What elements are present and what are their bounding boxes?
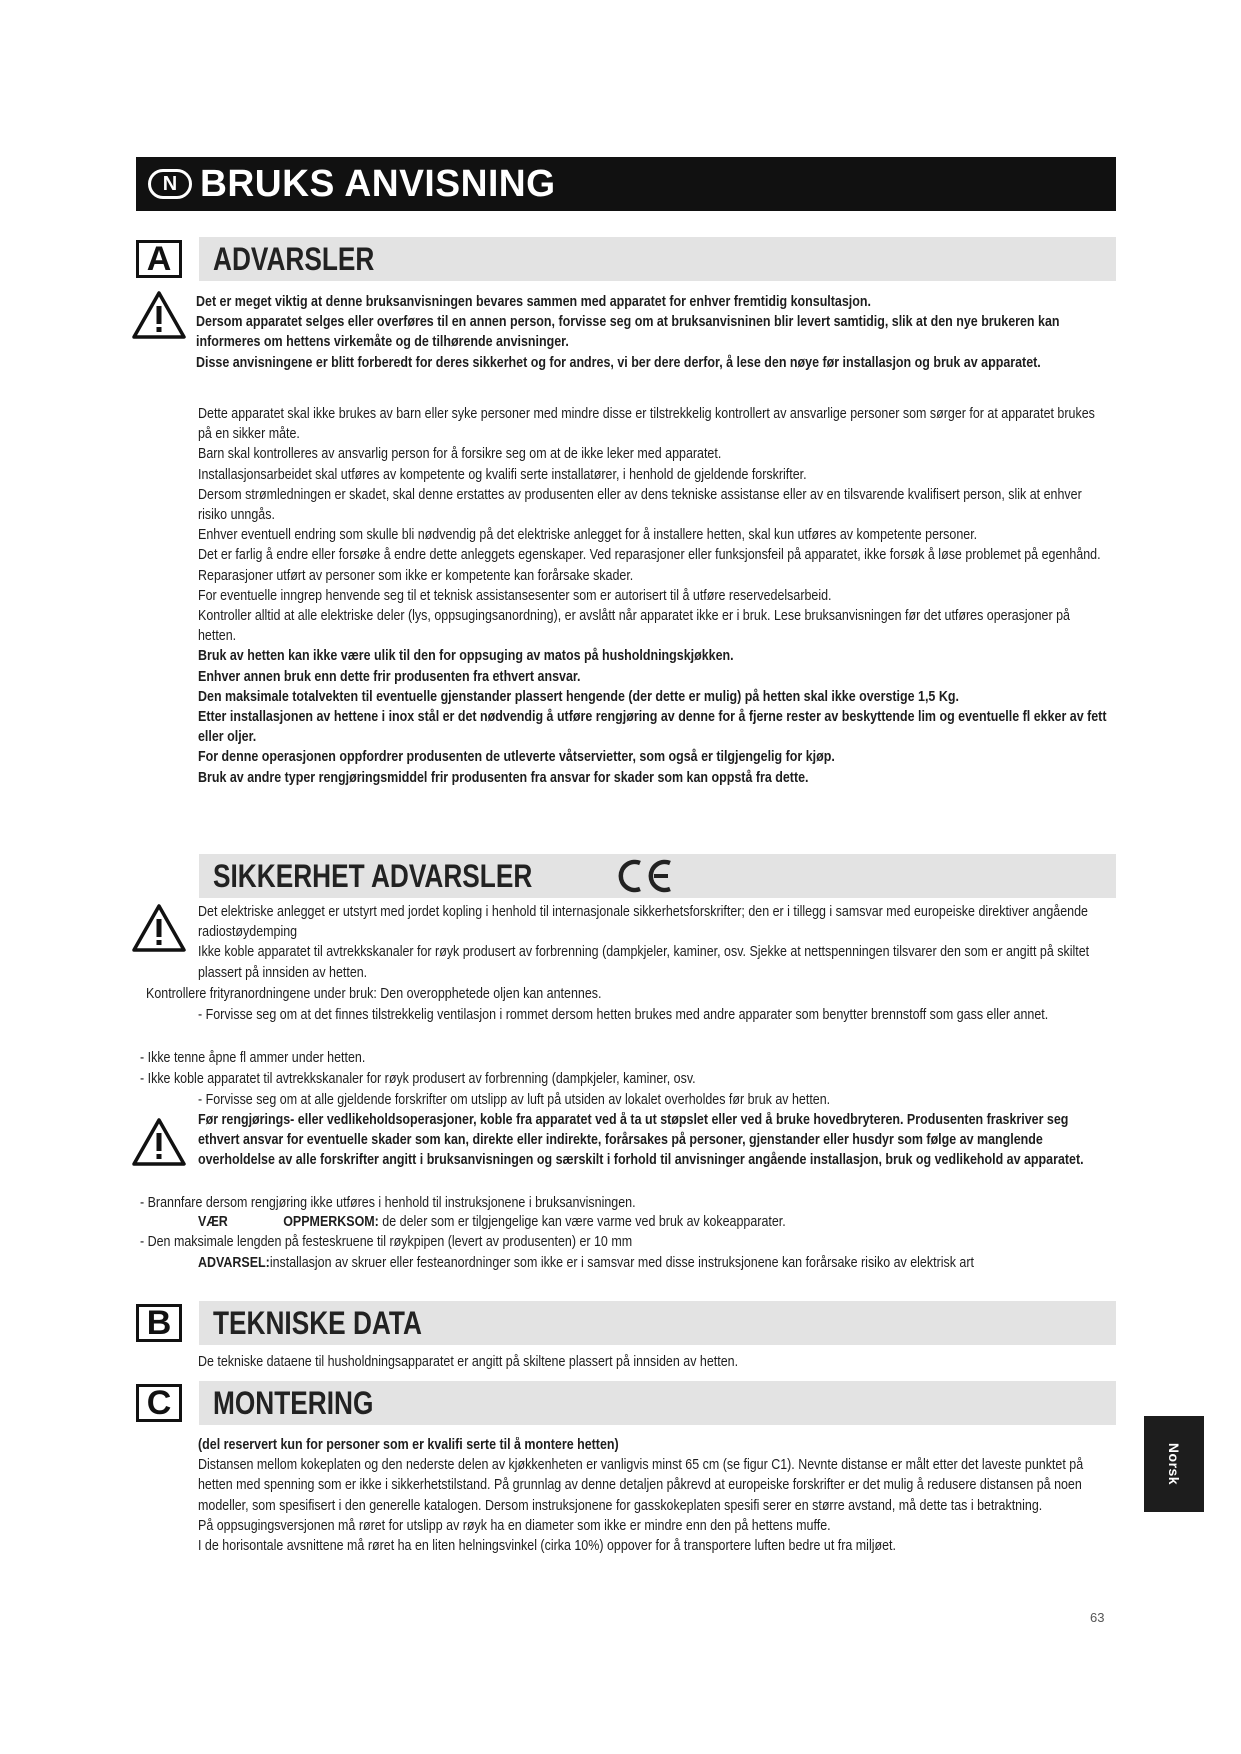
language-side-tab	[1144, 1416, 1204, 1512]
safety-line: - Ikke tenne åpne fl ammer under hetten.	[140, 1050, 366, 1066]
notice-label: VÆR OPPMERKSOM:	[198, 1214, 379, 1230]
bold-paragraph: Enhver annen bruk enn dette frir produsenten fra ethvert ansvar.	[198, 668, 581, 685]
body-paragraph: Det er farlig å endre eller forsøke å endre dette anleggets egenskaper. Ved reparasjoner eller funksjonsfeil på apparatet, ikke forsøk å løse problemet på egenhånd.	[198, 547, 1101, 564]
section-a-header	[199, 237, 1116, 281]
section-c-letter: C	[136, 1384, 182, 1422]
safety-line: Kontrollere frityranordningene under bruk: Den overopphetede oljen kan antennes.	[146, 986, 602, 1002]
section-a-letter: A	[136, 240, 182, 278]
safety-line: - Forvisse seg om at alle gjeldende forskrifter om utslipp av luft på utsiden av lokalet overholdes før bruk av hetten.	[198, 1092, 831, 1108]
intro-line-3: Disse anvisningene er blitt forberedt for deres sikkerhet og for andres, vi ber dere derfor, å lese den nøye før installasjon og bruk av apparatet.	[196, 354, 1041, 371]
safety-line: - Ikke koble apparatet til avtrekkskanaler for røyk produsert av forbrenning (dampkjeler, kaminer, osv.	[140, 1071, 696, 1087]
safety-line: - Forvisse seg om at det finnes tilstrekkelig ventilasjon i rommet dersom hetten brukes med andre apparater som benytter brennstoff som gass eller annet.	[198, 1007, 1049, 1023]
safety-line	[198, 1212, 1111, 1232]
section-c-title: MONTERING	[213, 1384, 374, 1421]
safety-section-title: SIKKERHET ADVARSLER	[213, 857, 533, 894]
montering-paragraph: På oppsugingsversjonen må røret for utslipp av røyk ha en diameter som ikke er mindre enn den på hettens muffe.	[198, 1517, 831, 1534]
bold-paragraph: Den maksimale totalvekten til eventuelle gjenstander plassert hengende (der dette er mulig) på hetten skal ikke overstige 1,5 Kg.	[198, 688, 959, 705]
body-paragraph: Reparasjoner utført av personer som ikke er kompetente kan forårsake skader.	[198, 567, 634, 584]
montering-text	[198, 1435, 1111, 1556]
montering-paragraph: Distansen mellom kokeplaten og den nederste delen av kjøkkenheten er vanligvis minst 65 cm (se figur C1). Nevnte distanse er målt etter det laveste punktet på hetten med spenning som er ikke i sikkerhetstilstand. På grunnlag av denne detaljen påkrevd at europeiske forskrifter er det mulig å redusere distansen på noen modeller, som spesifisert i den generelle katalogen. Dersom instruksjonene for gasskokeplaten spesifi serer en større avstand, må dette tas i betraktning.	[198, 1457, 1084, 1514]
bold-paragraph: Bruk av hetten kan ikke være ulik til den for oppsuging av matos på husholdningskjøkken.	[198, 648, 734, 665]
notice-text: de deler som er tilgjengelige kan være varme ved bruk av kokeapparater.	[378, 1214, 786, 1230]
montering-note: (del reservert kun for personer som er kvalifi serte til å montere hetten)	[198, 1437, 619, 1453]
intro-line-1: Det er meget viktig at denne bruksanvisningen bevares sammen med apparatet for enhver fremtidig konsultasjon.	[196, 294, 871, 310]
page-title: BRUKS ANVISNING	[200, 162, 556, 205]
body-paragraph: Dersom strømledningen er skadet, skal denne erstattes av produsenten eller av dens tekniske assistanse eller av en tilsvarende kvalifisert person, slik at enhver risiko unngås.	[198, 486, 1082, 524]
warning-triangle-icon	[131, 1117, 187, 1167]
section-b-header	[199, 1301, 1116, 1345]
body-paragraph: For eventuelle inngrep henvende seg til et teknisk assistansesenter som er autorisert til å utføre reservedelsarbeid.	[198, 587, 832, 604]
country-badge: N	[148, 169, 192, 199]
safety-paragraph: Ikke koble apparatet til avtrekkskanaler for røyk produsert av forbrenning (dampkjeler, kaminer, osv. Sjekke at nettspenningen tilsvarer den som er angitt på skiltet plassert på innsiden av hetten.	[198, 944, 1090, 981]
language-label: Norsk	[1166, 1442, 1182, 1486]
body-paragraph: Barn skal kontrolleres av ansvarlig person for å forsikre seg om at de ikke leker med apparatet.	[198, 446, 722, 463]
warning-triangle-icon	[131, 903, 187, 953]
tekniske-text: De tekniske dataene til husholdningsapparatet er angitt på skiltene plassert på innsiden av hetten.	[198, 1354, 739, 1370]
page-number: 63	[1090, 1610, 1105, 1625]
safety-line	[198, 1253, 1111, 1273]
warning-triangle-icon	[131, 290, 187, 340]
safety-paragraph: Det elektriske anlegget er utstyrt med jordet kopling i henhold til internasjonale sikkerhetsforskrifter; den er i tillegg i samsvar med europeiske direktiver angående radiostøydemping	[198, 904, 1088, 941]
body-paragraph: Installasjonsarbeidet skal utføres av kompetente og kvalifi serte installatører, i henhold de gjeldende forskrifter.	[198, 466, 807, 483]
safety-line: - Den maksimale lengden på festeskruene til røykpipen (levert av produsenten) er 10 mm	[140, 1234, 633, 1250]
bold-paragraph: Etter installasjonen av hettene i inox stål er det nødvendig å utføre rengjøring av denne for å fjerne rester av beskyttende lim og eventuelle fl ekker av fett eller oljer.	[198, 709, 1107, 746]
body-paragraph: Kontroller alltid at alle elektriske deler (lys, oppsugingsanordning), er avslått når apparatet ikke er i bruk. Lese bruksanvisningen før det utføres operasjoner på hetten.	[198, 608, 1070, 645]
bold-paragraph: Bruk av andre typer rengjøringsmiddel frir produsenten fra ansvar for skader som kan oppstå fra dette.	[198, 769, 809, 786]
body-paragraph: Enhver eventuell endring som skulle bli nødvendig på det elektriske anlegget for å installere hetten, skal kun utføres av kompetente personer.	[198, 527, 978, 544]
montering-paragraph: I de horisontale avsnittene må røret ha en liten helningsvinkel (cirka 10%) oppover for å transportere luften bedre ut fra miljøet.	[198, 1538, 896, 1555]
section-b-title: TEKNISKE DATA	[213, 1304, 422, 1341]
advarsler-intro	[196, 292, 1111, 373]
safety-block-1	[198, 902, 1111, 983]
body-paragraph: Dette apparatet skal ikke brukes av barn eller syke personer med mindre disse er tilstrekkelig kontrollert av ansvarlige personer som sørger for at apparatet brukes på en sikker måte.	[198, 406, 1095, 443]
warning-label: ADVARSEL:	[198, 1255, 270, 1271]
section-a-title: ADVARSLER	[213, 240, 375, 277]
safety-section-header	[199, 854, 1116, 898]
intro-line-2: Dersom apparatet selges eller overføres til en annen person, forvisse seg om at bruksanvisninen blir levert samtidig, slik at den nye brukeren kan informeres om hettens virkemåte og de tilhørende anvisninger.	[196, 314, 1060, 351]
warning-text: installasjon av skruer eller festeanordninger som ikke er i samsvar med disse instruksjonene kan forårsake risiko av elektrisk art	[269, 1255, 974, 1271]
section-b-letter: B	[136, 1304, 182, 1342]
section-c-header	[199, 1381, 1116, 1425]
page-header-banner	[136, 157, 1116, 211]
safety-bold-paragraph: Før rengjørings- eller vedlikeholdsoperasjoner, koble fra apparatet ved å ta ut støpslet eller ved å bruke hovedbryteren. Produsenten fraskriver seg ethvert ansvar for eventuelle skader som kan, direkte eller indirekte, forårsakes på personer, gjenstander eller husdyr som følge av manglende overholdelse av alle forskrifter angitt i bruksanvisningen og særskilt i forhold til anvisninger angående installasjon, bruk og vedlikehold av apparatet.	[198, 1112, 1084, 1169]
bold-paragraph: For denne operasjonen oppfordrer produsenten de utleverte våtservietter, som også er tilgjengelig for kjøp.	[198, 749, 835, 766]
safety-line: - Brannfare dersom rengjøring ikke utføres i henhold til instruksjonene i bruksanvisningen.	[140, 1195, 636, 1211]
ce-mark-icon	[612, 858, 674, 894]
advarsler-body	[198, 404, 1111, 788]
